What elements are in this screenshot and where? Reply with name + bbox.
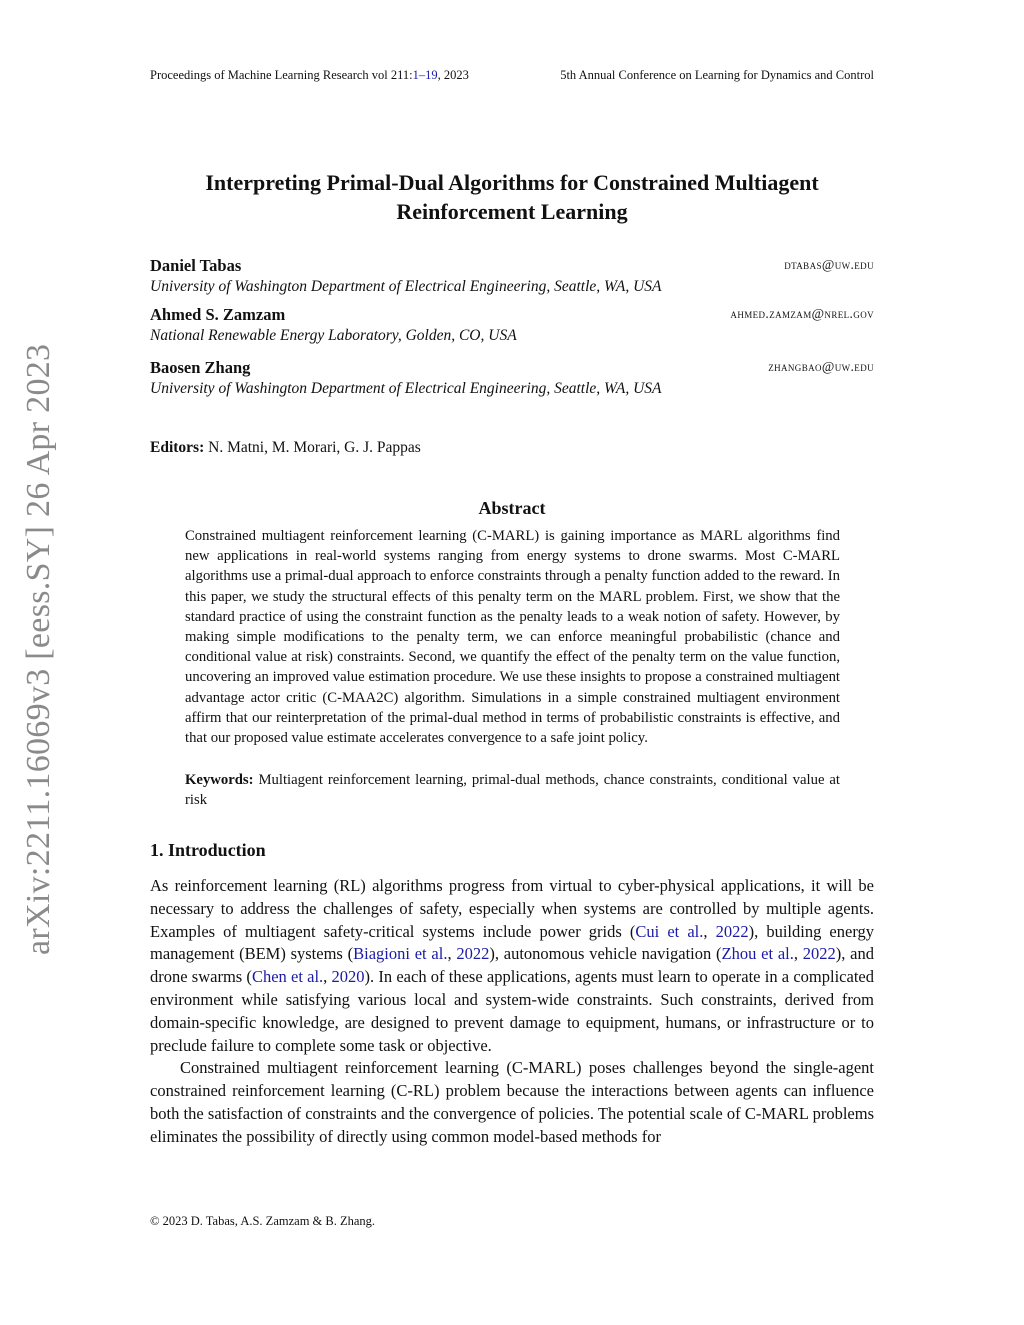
title-line-1: Interpreting Primal-Dual Algorithms for Constrained Multiagent: [205, 170, 819, 195]
section-heading-introduction: 1. Introduction: [150, 840, 266, 860]
proceedings-prefix: Proceedings of Machine Learning Research vol 211:: [150, 68, 413, 82]
author-affiliation: University of Washington Department of Electrical Engineering, Seattle, WA, USA: [150, 380, 662, 397]
author-name: Daniel Tabas: [150, 256, 242, 275]
citation-separator: ,: [447, 944, 457, 964]
author-affiliation: National Renewable Energy Laboratory, Golden, CO, USA: [150, 327, 517, 344]
paragraph-1: [150, 875, 874, 1057]
abstract-heading: Abstract: [478, 498, 546, 518]
abstract-text: Constrained multiagent reinforcement learning (C-MARL) is gaining importance as MARL algorithms find new applications in real-world systems ranging from energy systems to drone swarms. Most C-MARL algorithms use a primal-dual approach to enforce constraints through a penalty function added to the reward. In this paper, we study the structural effects of this penalty term on the MARL problem. First, we show that the standard practice of using the constraint function as the penalty leads to a weak notion of safety. However, by making simple modifications to the penalty term, we can enforce meaningful probabilistic (chance and conditional value at risk) constraints. Second, we quantify the effect of the penalty term on the value function, uncovering an improved value estimation procedure. We use these insights to propose a constrained multiagent advantage actor critic (C-MAA2C) algorithm. Simulations in a simple constrained multiagent environment affirm that our reinterpretation of the primal-dual method in terms of probabilistic constraints is effective, and that our proposed value estimate accelerates convergence to a safe joint policy.: [185, 528, 840, 747]
citation-separator: ,: [323, 967, 332, 987]
editors-line: [150, 439, 421, 457]
keywords-label: Keywords:: [185, 772, 254, 788]
author-affiliation: University of Washington Department of Electrical Engineering, Seattle, WA, USA: [150, 278, 662, 295]
author-email: zhangbao@uw.edu: [768, 359, 874, 374]
paragraph-text: As reinforcement learning (RL) algorithms progress from virtual to cyber-physical applications, it will be necessary to address the challenges of safety, especially when systems are controlled by multiple agents. Examples of multiagent safety-critical systems include power grids (: [150, 876, 874, 941]
editors-names: N. Matni, M. Morari, G. J. Pappas: [208, 439, 421, 456]
paragraph-text: ), building energy management (BEM) systems (: [150, 921, 875, 964]
paragraph-text: ). In each of these applications, agents must learn to operate in a complicated environment while satisfying various local and system-wide constraints. Such constraints, derived from domain-specific knowledge, are designed to prevent damage to equipment, humans, or infrastructure or to preclude failure to complete some task or objective.: [150, 967, 874, 1055]
author-email: dtabas@uw.edu: [784, 257, 874, 272]
author-email: ahmed.zamzam@nrel.gov: [730, 306, 874, 321]
author-name: Ahmed S. Zamzam: [150, 305, 286, 324]
author-3: [150, 357, 874, 399]
conference-name: 5th Annual Conference on Learning for Dynamics and Control: [560, 68, 874, 82]
editors-label: Editors:: [150, 439, 205, 456]
keywords: [185, 770, 840, 810]
paragraph-text: ), and drone swarms (: [150, 944, 874, 987]
citation-chen-author[interactable]: Chen et al.: [251, 967, 324, 987]
citation-cui-year[interactable]: 2022: [715, 921, 749, 941]
arxiv-watermark: arXiv:2211.16069v3 [eess.SY] 26 Apr 2023: [20, 343, 57, 955]
paragraph-text: ), autonomous vehicle navigation (: [489, 944, 722, 964]
citation-separator: ,: [793, 944, 803, 964]
introduction-body: [150, 875, 874, 1149]
citation-cui-author[interactable]: Cui et al.: [635, 921, 704, 941]
copyright-footer: © 2023 D. Tabas, A.S. Zamzam & B. Zhang.: [150, 1214, 376, 1228]
citation-biagioni-year[interactable]: 2022: [456, 944, 490, 964]
author-2: [150, 304, 874, 346]
proceedings-suffix: , 2023: [437, 68, 469, 82]
citation-chen-year[interactable]: 2020: [331, 967, 365, 987]
citation-zhou-year[interactable]: 2022: [802, 944, 836, 964]
paper-title: [150, 168, 874, 226]
title-line-2: Reinforcement Learning: [396, 199, 628, 224]
author-name: Baosen Zhang: [150, 358, 251, 377]
proceedings-info: [150, 68, 469, 83]
citation-separator: ,: [703, 921, 716, 941]
pages-link[interactable]: 1–19: [412, 68, 438, 82]
author-1: [150, 255, 874, 297]
citation-zhou-author[interactable]: Zhou et al.: [721, 944, 794, 964]
citation-biagioni-author[interactable]: Biagioni et al.: [353, 944, 448, 964]
paragraph-2: Constrained multiagent reinforcement learning (C-MARL) poses challenges beyond the single-agent constrained reinforcement learning (C-RL) problem because the interactions between agents can influence both the satisfaction of constraints and the convergence of policies. The potential scale of C-MARL problems eliminates the possibility of directly using common model-based methods for: [150, 1058, 874, 1146]
keywords-text: Multiagent reinforcement learning, primal-dual methods, chance constraints, conditional value at risk: [185, 772, 840, 809]
